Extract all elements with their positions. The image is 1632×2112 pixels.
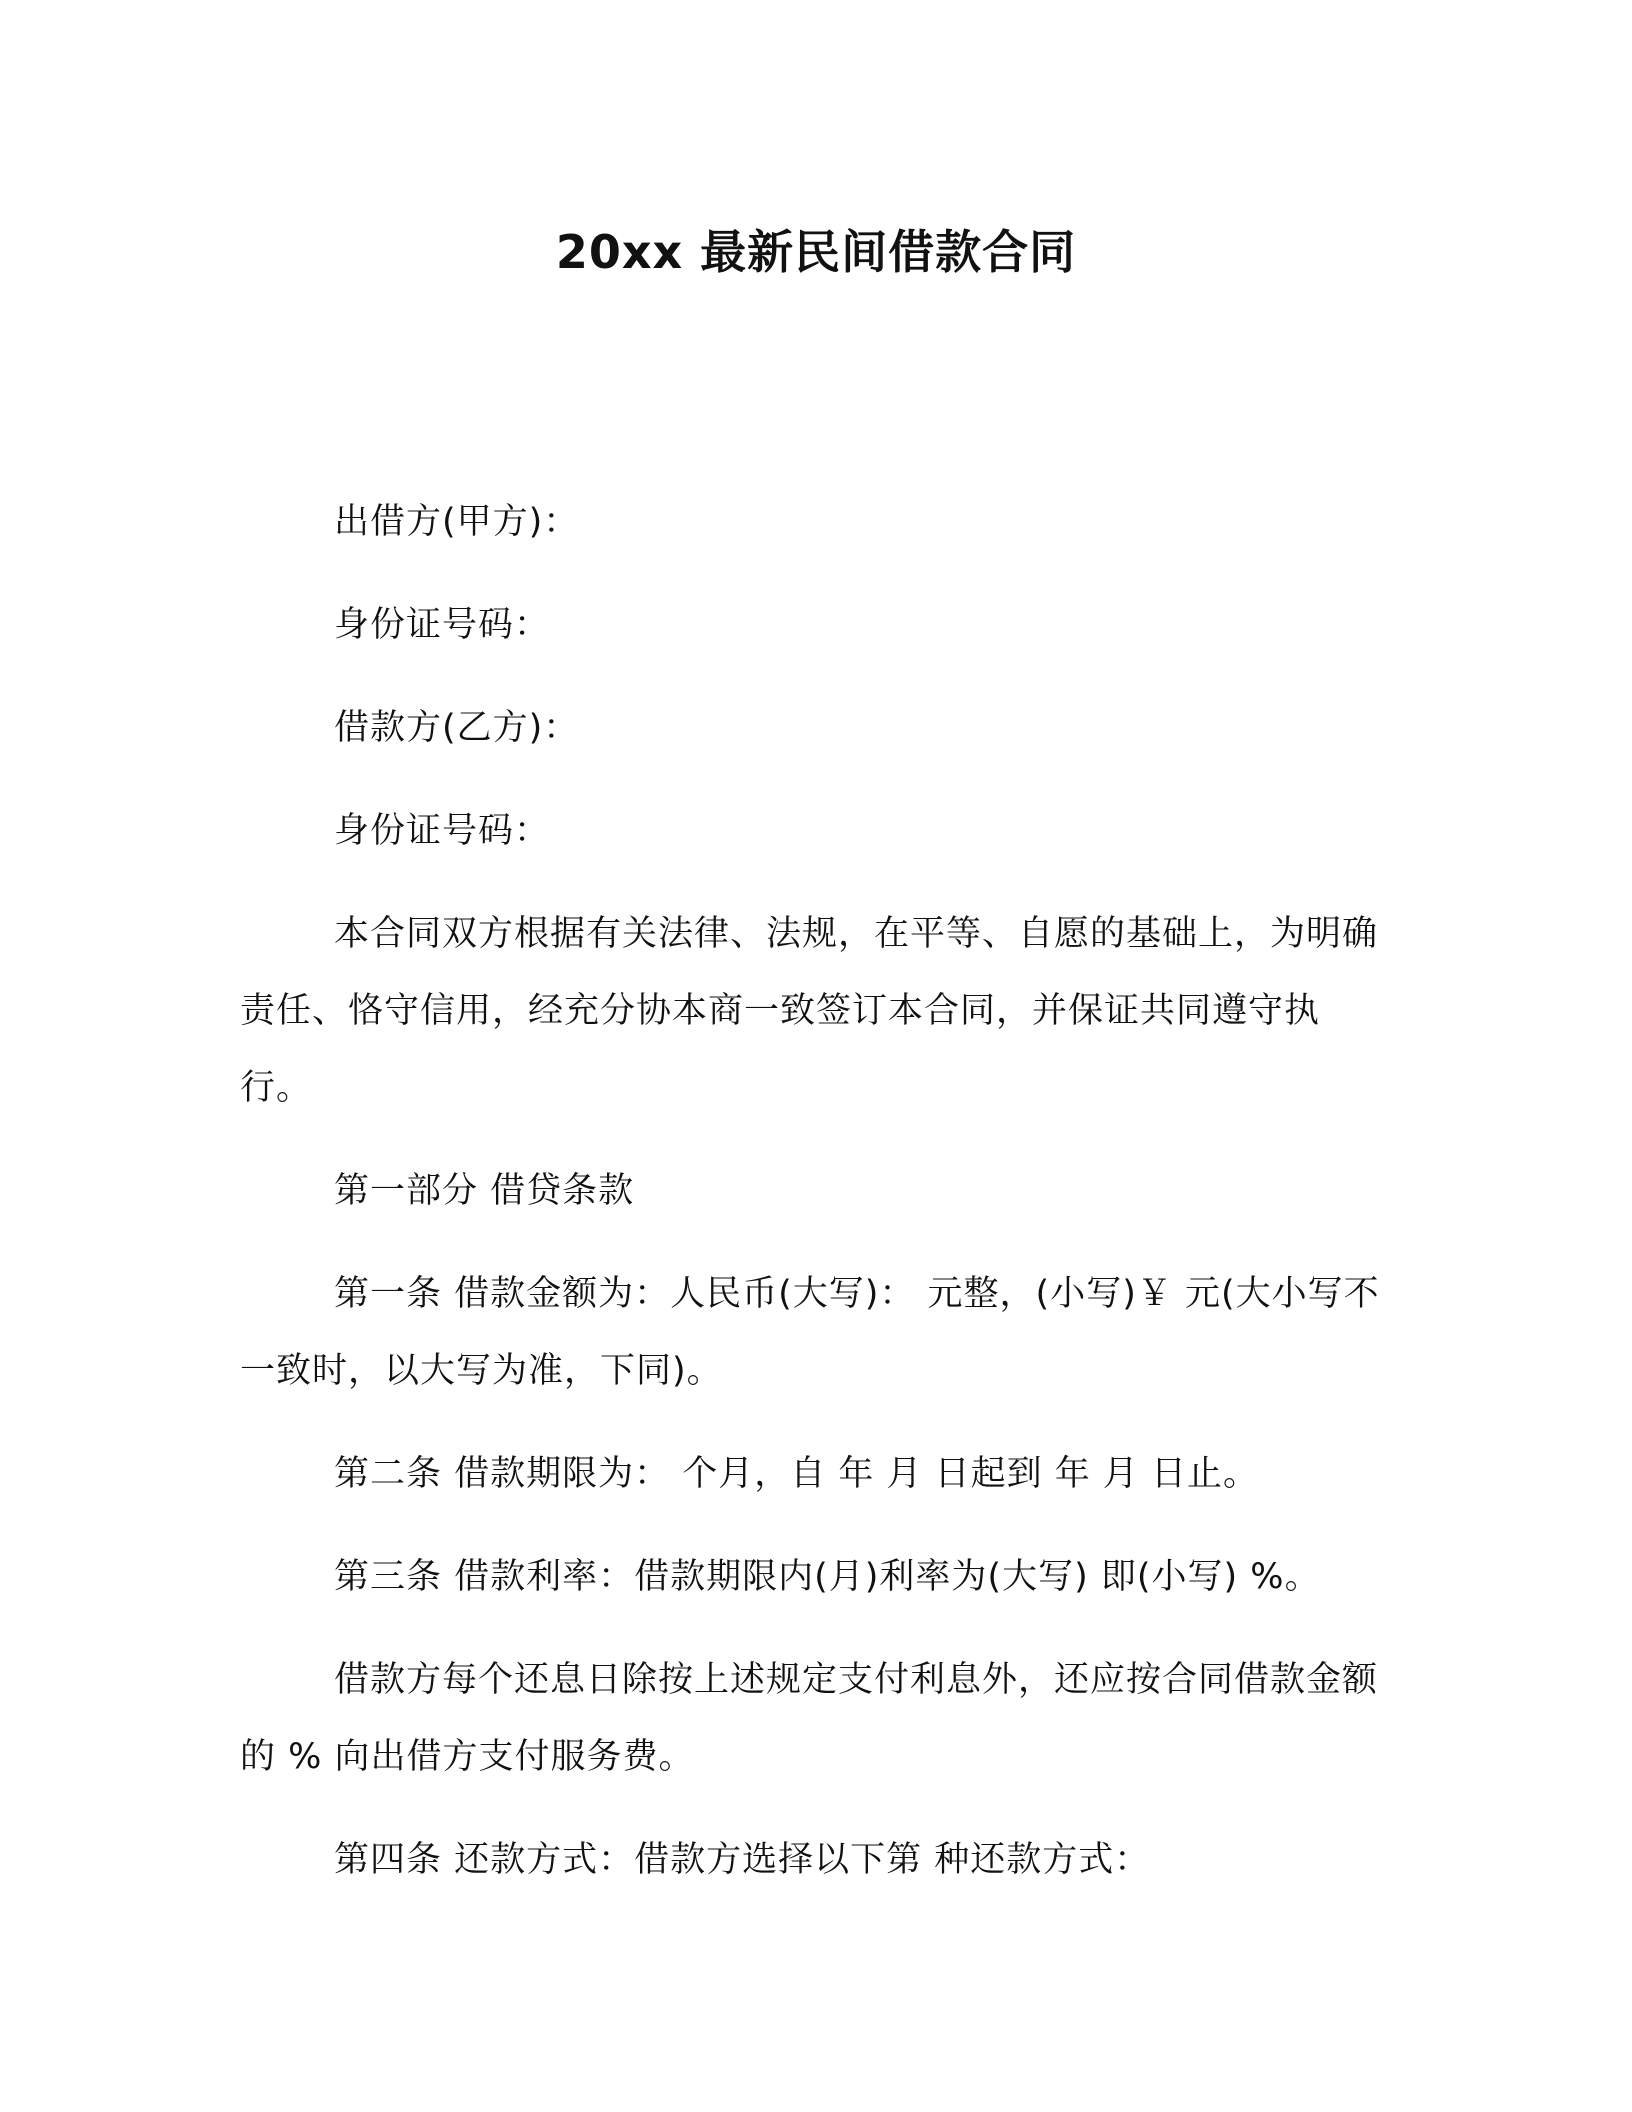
borrower-label: 借款方(乙方)： xyxy=(334,708,580,748)
lender-id-label: 身份证号码： xyxy=(334,605,551,645)
intro-paragraph: 本合同双方根据有关法律、法规，在平等、自愿的基础上，为明确责任、恪守信用，经充分协本商一致签订本合同，并保证共同遵守执行。 xyxy=(240,914,1379,1108)
document-title: 20xx 最新民间借款合同 xyxy=(555,225,1077,279)
borrower-id-label: 身份证号码： xyxy=(334,811,551,851)
service-fee-paragraph: 借款方每个还息日除按上述规定支付利息外，还应按合同借款金额的 % 向出借方支付服务费。 xyxy=(240,1660,1379,1777)
lender-label: 出借方(甲方)： xyxy=(334,502,580,542)
article-4: 第四条 还款方式：借款方选择以下第 种还款方式： xyxy=(334,1840,1151,1880)
article-1: 第一条 借款金额为：人民币(大写)： 元整，(小写)￥ 元(大小写不一致时，以大写为准，下同)。 xyxy=(240,1274,1380,1391)
part-one-heading: 第一部分 借贷条款 xyxy=(334,1171,635,1211)
article-2: 第二条 借款期限为： 个月，自 年 月 日起到 年 月 日止。 xyxy=(334,1454,1260,1494)
article-3: 第三条 借款利率：借款期限内(月)利率为(大写) 即(小写) %。 xyxy=(334,1557,1321,1597)
